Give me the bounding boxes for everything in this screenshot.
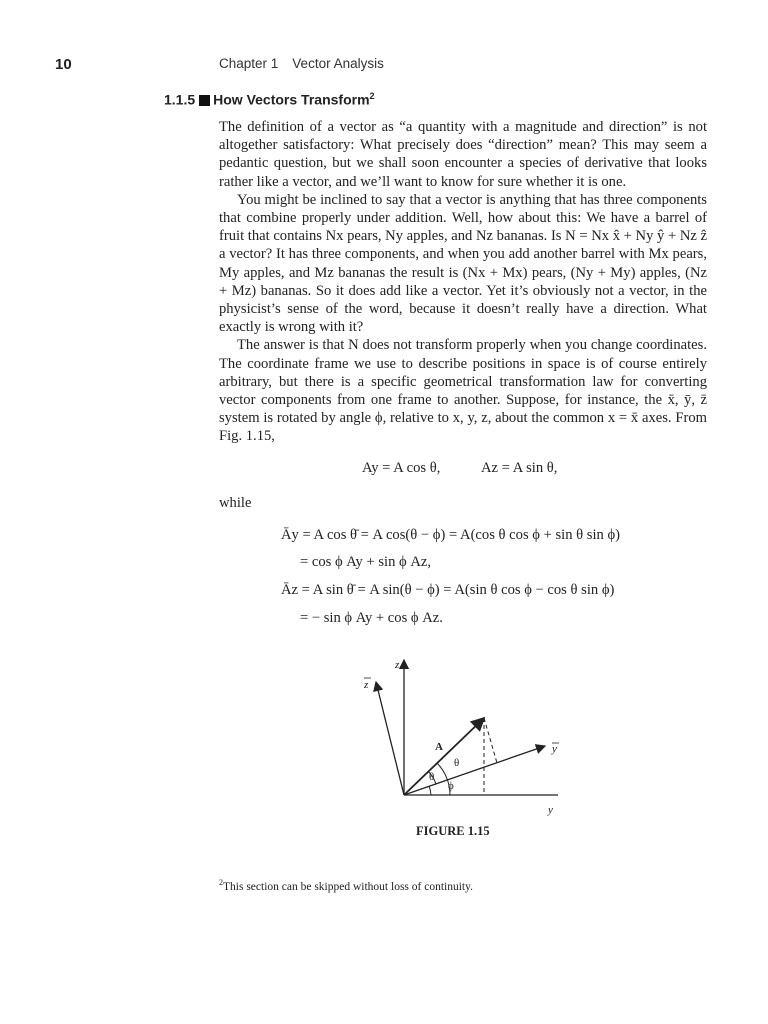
y-label: y [548, 804, 553, 816]
footnote-text: This section can be skipped without loss of continuity. [223, 880, 473, 893]
equation-az-bar-result: = − sin ϕ Ay + cos ϕ Az. [300, 610, 443, 626]
equation-ay-bar: Āy = A cos θ̄ = A cos(θ − ϕ) = A(cos θ cos ϕ + sin θ sin ϕ) [281, 527, 621, 543]
y-bar-label: y [552, 743, 557, 755]
phi-label: ϕ [448, 780, 454, 792]
figure-caption: FIGURE 1.15 [416, 824, 490, 838]
vector-a-label: A [435, 741, 443, 753]
equation-az: Az = A sin θ, [481, 460, 558, 476]
body-text [219, 118, 707, 446]
chapter-title: Vector Analysis [292, 56, 384, 71]
theta-outer-label: θ [454, 757, 460, 769]
equation-ay: Ay = A cos θ, [362, 460, 441, 476]
z-bar-label: z [364, 679, 369, 691]
z-label: z [395, 659, 400, 671]
y-bar-axis [404, 746, 545, 795]
paragraph-1: The definition of a vector as “a quantity with a magnitude and direction” is not altogether satisfactory: What precisely does “direction” mean? This may seem a pedantic question, but we shall soon encounter a species of derivative that looks rather like a vector, and we’ll want to know for sure whether it is one. [219, 119, 707, 190]
section-number: 1.1.5 [164, 91, 196, 108]
vector-a [404, 718, 484, 795]
paragraph-2: You might be inclined to say that a vector is anything that has three components that combine properly under addition. Well, how about this: We have a barrel of fruit that contains Nx pears, Ny apples, and Nz bananas. Is N = Nx x̂ + Ny ŷ + Nz ẑ a vector? It has three components, and when you add another barrel with Mx pears, My apples, and Mz bananas the result is (Nx + Mx) pears, (Ny + My) apples, (Nz + Mz) bananas. So it does add like a vector. Yet it’s obviously not a vector, in the physicist’s sense of the word, because it doesn’t really have a direction. What exactly is wrong with it? [219, 191, 707, 336]
footnote-reference: 2 [369, 91, 375, 101]
equation-az-bar: Āz = A sin θ̄ = A sin(θ − ϕ) = A(sin θ cos ϕ − cos θ sin ϕ) [281, 582, 615, 598]
projection-to-y-bar [484, 718, 497, 763]
running-header [219, 56, 384, 71]
footnote-mark: 2 [219, 878, 223, 887]
square-bullet-icon [199, 95, 210, 106]
phi-arc [429, 786, 431, 795]
section-title: How Vectors Transform [213, 91, 370, 108]
equation-ay-bar-result: = cos ϕ Ay + sin ϕ Az, [300, 554, 432, 570]
page-number: 10 [55, 56, 72, 73]
figure-1-15 [340, 652, 570, 822]
chapter-label: Chapter 1 [219, 56, 279, 71]
while-text: while [219, 495, 252, 511]
z-bar-axis [376, 682, 404, 795]
theta-inner-label: θ [429, 771, 435, 783]
paragraph-3: The answer is that N does not transform properly when you change coordinates. The coordinate frame we use to describe positions in space is of course entirely arbitrary, but there is a specific geometrical transformation law for converting vector components from one frame to another. Suppose, for instance, the x̄, ȳ, z̄ system is rotated by angle ϕ, relative to x, y, z, about the common x = x̄ axes. From Fig. 1.15, [219, 337, 707, 445]
footnote [219, 878, 473, 893]
section-heading [164, 91, 375, 108]
